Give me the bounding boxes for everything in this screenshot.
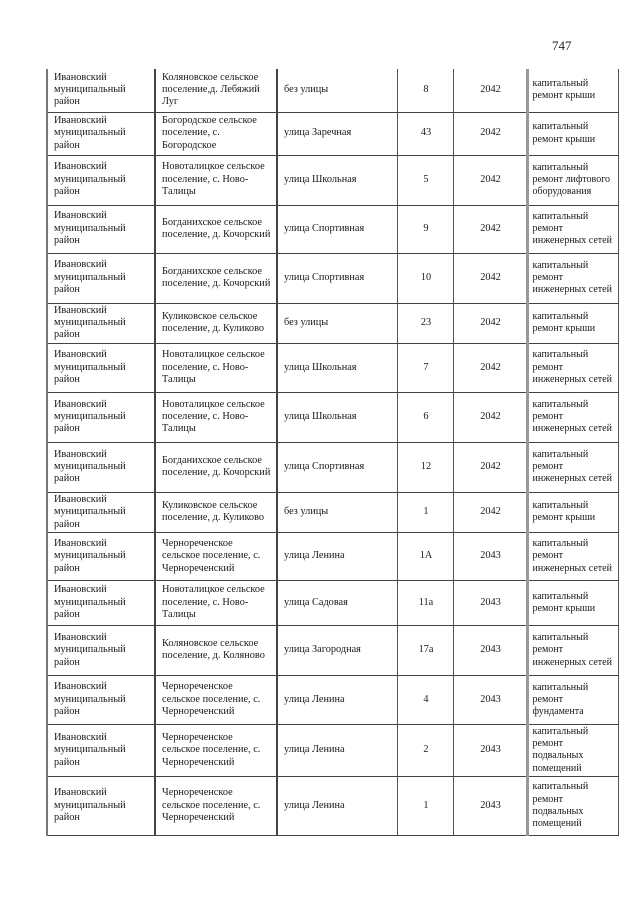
work-type-cell: капитальный ремонт фундамента [527,675,618,724]
table-row [47,442,618,492]
table-row [47,532,618,580]
house-number-cell: 10 [397,253,453,303]
district-cell: Ивановский муниципальный район [47,253,155,303]
work-type-cell: капитальный ремонт крыши [527,112,618,155]
settlement-cell: Новоталицкое сельское поселение, с. Ново-Талицы [155,343,277,392]
district-cell: Ивановский муниципальный район [47,675,155,724]
street-cell: улица Школьная [277,155,397,205]
district-cell: Ивановский муниципальный район [47,442,155,492]
house-number-cell: 1 [397,776,453,835]
district-cell: Ивановский муниципальный район [47,112,155,155]
settlement-cell: Богданихское сельское поселение, д. Кочорский [155,205,277,253]
year-cell: 2042 [453,253,527,303]
work-type-cell: капитальный ремонт инженерных сетей [527,442,618,492]
settlement-cell: Новоталицкое сельское поселение, с. Ново-Талицы [155,580,277,625]
district-cell: Ивановский муниципальный район [47,392,155,442]
settlement-cell: Новоталицкое сельское поселение, с. Ново-Талицы [155,392,277,442]
table-row [47,625,618,675]
year-cell: 2042 [453,303,527,343]
street-cell: улица Школьная [277,343,397,392]
work-type-cell: капитальный ремонт инженерных сетей [527,205,618,253]
district-cell: Ивановский муниципальный район [47,155,155,205]
street-cell: улица Спортивная [277,442,397,492]
street-cell: без улицы [277,492,397,532]
settlement-cell: Богданихское сельское поселение, д. Кочорский [155,253,277,303]
district-cell: Ивановский муниципальный район [47,625,155,675]
district-cell: Ивановский муниципальный район [47,205,155,253]
street-cell: без улицы [277,69,397,112]
year-cell: 2042 [453,343,527,392]
work-type-cell: капитальный ремонт инженерных сетей [527,253,618,303]
table-row [47,253,618,303]
settlement-cell: Коляновское сельское поселение, д. Коляново [155,625,277,675]
table-row [47,205,618,253]
street-cell: улица Ленина [277,776,397,835]
year-cell: 2042 [453,69,527,112]
settlement-cell: Чернореченское сельское поселение, с. Чернореченский [155,776,277,835]
settlement-cell: Богданихское сельское поселение, д. Кочорский [155,442,277,492]
table-row [47,69,618,112]
year-cell: 2042 [453,112,527,155]
district-cell: Ивановский муниципальный район [47,580,155,625]
table-row [47,112,618,155]
work-type-cell: капитальный ремонт инженерных сетей [527,343,618,392]
district-cell: Ивановский муниципальный район [47,532,155,580]
table-row [47,776,618,835]
year-cell: 2042 [453,392,527,442]
house-number-cell: 1А [397,532,453,580]
table-row [47,303,618,343]
settlement-cell: Новоталицкое сельское поселение, с. Ново-Талицы [155,155,277,205]
year-cell: 2042 [453,492,527,532]
table-row [47,392,618,442]
house-number-cell: 17а [397,625,453,675]
work-type-cell: капитальный ремонт крыши [527,492,618,532]
table-row [47,492,618,532]
district-cell: Ивановский муниципальный район [47,492,155,532]
year-cell: 2043 [453,625,527,675]
table-row [47,155,618,205]
year-cell: 2042 [453,155,527,205]
table-row [47,343,618,392]
work-type-cell: капитальный ремонт крыши [527,303,618,343]
work-type-cell: капитальный ремонт лифтового оборудования [527,155,618,205]
year-cell: 2043 [453,776,527,835]
house-number-cell: 5 [397,155,453,205]
year-cell: 2043 [453,724,527,776]
district-cell: Ивановский муниципальный район [47,69,155,112]
street-cell: улица Спортивная [277,205,397,253]
settlement-cell: Богородское сельское поселение, с. Богородское [155,112,277,155]
work-type-cell: капитальный ремонт инженерных сетей [527,532,618,580]
house-number-cell: 11а [397,580,453,625]
district-cell: Ивановский муниципальный район [47,343,155,392]
house-number-cell: 43 [397,112,453,155]
street-cell: улица Школьная [277,392,397,442]
house-number-cell: 23 [397,303,453,343]
street-cell: улица Заречная [277,112,397,155]
page-number: 747 [552,38,572,53]
work-type-cell: капитальный ремонт инженерных сетей [527,392,618,442]
table-row [47,724,618,776]
work-type-cell: капитальный ремонт крыши [527,580,618,625]
work-type-cell: капитальный ремонт инженерных сетей [527,625,618,675]
table-row [47,580,618,625]
house-number-cell: 4 [397,675,453,724]
year-cell: 2042 [453,205,527,253]
table-row [47,675,618,724]
year-cell: 2043 [453,675,527,724]
settlement-cell: Чернореченское сельское поселение, с. Чернореченский [155,532,277,580]
house-number-cell: 12 [397,442,453,492]
house-number-cell: 2 [397,724,453,776]
settlement-cell: Куликовское сельское поселение, д. Куликово [155,303,277,343]
house-number-cell: 1 [397,492,453,532]
table-body [47,69,618,835]
housing-repair-table [46,69,619,836]
settlement-cell: Чернореченское сельское поселение, с. Чернореченский [155,724,277,776]
settlement-cell: Куликовское сельское поселение, д. Куликово [155,492,277,532]
house-number-cell: 9 [397,205,453,253]
year-cell: 2042 [453,442,527,492]
settlement-cell: Коляновское сельское поселение,д. Лебяжий Луг [155,69,277,112]
street-cell: улица Ленина [277,724,397,776]
work-type-cell: капитальный ремонт подвальных помещений [527,776,618,835]
house-number-cell: 6 [397,392,453,442]
house-number-cell: 7 [397,343,453,392]
work-type-cell: капитальный ремонт крыши [527,69,618,112]
year-cell: 2043 [453,532,527,580]
district-cell: Ивановский муниципальный район [47,724,155,776]
street-cell: улица Ленина [277,675,397,724]
street-cell: улица Ленина [277,532,397,580]
house-number-cell: 8 [397,69,453,112]
street-cell: улица Садовая [277,580,397,625]
settlement-cell: Чернореченское сельское поселение, с. Чернореченский [155,675,277,724]
work-type-cell: капитальный ремонт подвальных помещений [527,724,618,776]
street-cell: улица Загородная [277,625,397,675]
district-cell: Ивановский муниципальный район [47,303,155,343]
street-cell: без улицы [277,303,397,343]
district-cell: Ивановский муниципальный район [47,776,155,835]
year-cell: 2043 [453,580,527,625]
street-cell: улица Спортивная [277,253,397,303]
